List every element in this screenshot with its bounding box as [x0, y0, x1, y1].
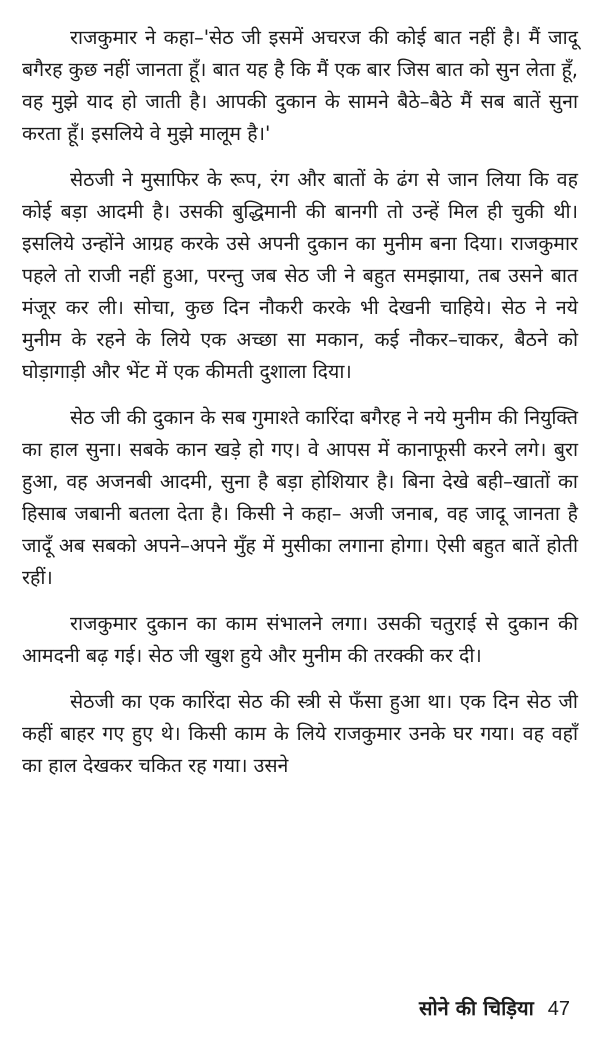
page-number: 47 [547, 998, 570, 1020]
paragraph-4: राजकुमार दुकान का काम संभालने लगा। उसकी चतुराई से दुकान की आमदनी बढ़ गई। सेठ जी खुश हुये और मुनीम की तरक्की कर दी। [22, 612, 578, 667]
paragraph-1: राजकुमार ने कहा–'सेठ जी इसमें अचरज की कोई बात नहीं है। मैं जादू बगैरह कुछ नहीं जानता हूँ। बात यह है कि मैं एक बार जिस बात को सुन लेता हूँ, वह मुझे याद हो जाती है। आपकी दुकान के सामने बैठे–बैठे मैं सब बातें सुना करता हूँ। इसलिये वे मुझे मालूम है।' [22, 26, 578, 145]
book-page-text [22, 22, 578, 796]
paragraph-2: सेठजी ने मुसाफिर के रूप, रंग और बातों के ढंग से जान लिया कि वह कोई बड़ा आदमी है। उसकी बुद्धिमानी की बानगी तो उन्हें मिल ही चुकी थी। इसलिये उन्होंने आग्रह करके उसे अपनी दुकान का मुनीम बना दिया। राजकुमार पहले तो राजी नहीं हुआ, परन्तु जब सेठ जी ने बहुत समझाया, तब उसने बात मंजूर कर ली। सोचा, कुछ दिन नौकरी करके भी देखनी चाहिये। सेठ ने नये मुनीम के रहने के लिये एक अच्छा सा मकान, कई नौकर–चाकर, बैठने को घोड़ागाड़ी और भेंट में एक कीमती दुशाला दिया। [22, 168, 578, 383]
book-title: सोने की चिड़िया [418, 996, 534, 1020]
paragraph-3: सेठ जी की दुकान के सब गुमाश्ते कारिंदा बगैरह ने नये मुनीम की नियुक्ति का हाल सुना। सबके कान खड़े हो गए। वे आपस में कानाफूसी करने लगे। बुरा हुआ, वह अजनबी आदमी, सुना है बड़ा होशियार है। बिना देखे बही–खातों का हिसाब जबानी बतला देता है। किसी ने कहा– अजी जनाब, वह जादू जानता है जादूँ अब सबको अपने–अपने मुँह में मुसीका लगाना होगा। ऐसी बहुत बातें होती रहीं। [22, 406, 578, 589]
page-footer [419, 994, 570, 1021]
paragraph-5: सेठजी का एक कारिंदा सेठ की स्त्री से फँसा हुआ था। एक दिन सेठ जी कहीं बाहर गए हुए थे। किसी काम के लिये राजकुमार उनके घर गया। वह वहाँ का हाल देखकर चकित रह गया। उसने [22, 690, 578, 777]
